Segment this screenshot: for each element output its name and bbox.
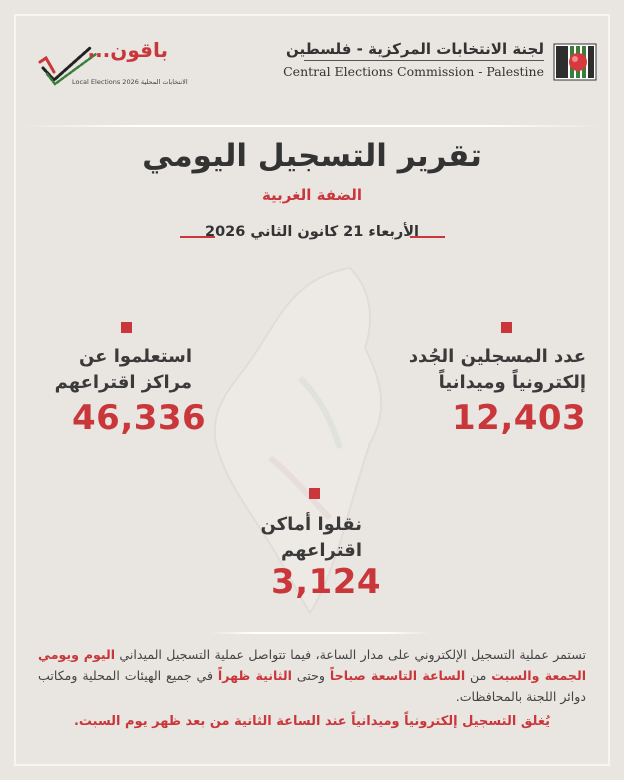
cec-emblem-icon: [552, 42, 598, 82]
cec-logo-block: [283, 40, 598, 90]
campaign-word: باقون...: [87, 38, 168, 62]
transferred-label-line2: اقتراعهم: [281, 540, 362, 561]
campaign-subtitle: Local Elections 2026 الانتخابات المحلية: [72, 78, 188, 86]
para-highlight-end: الثانية ظهراً: [217, 668, 292, 683]
campaign-logo: [38, 36, 188, 96]
para-text-2: من: [465, 668, 492, 683]
registered-value: 12,403: [452, 398, 587, 438]
registered-marker: [501, 322, 512, 333]
org-name-arabic: لجنة الانتخابات المركزية - فلسطين: [285, 40, 544, 58]
para-text-1: تستمر عملية التسجيل الإلكتروني على مدار الساعة، فيما تتواصل عملية التسجيل الميداني: [115, 647, 586, 662]
report-region: الضفة الغربية: [261, 186, 363, 204]
org-name-english: Central Elections Commission - Palestine: [283, 64, 544, 79]
para-highlight-start: الساعة التاسعة صباحاً: [329, 668, 466, 683]
transferred-label-line1: نقلوا أماكن: [260, 514, 362, 535]
inquired-label-line1: استعلموا عن: [78, 346, 192, 367]
org-divider: [304, 60, 544, 61]
registration-info-paragraph: [38, 644, 586, 707]
report-title: تقرير التسجيل اليومي: [142, 138, 482, 174]
inquired-value: 46,336: [72, 398, 207, 438]
report-date: الأربعاء 21 كانون الثاني 2026: [204, 224, 420, 240]
inquired-marker: [121, 322, 132, 333]
transferred-value: 3,124: [271, 562, 382, 602]
transferred-marker: [309, 488, 320, 499]
top-divider: [20, 125, 604, 127]
inquired-label-line2: مراكز اقتراعهم: [54, 372, 192, 393]
closing-note: يُغلق التسجيل إلكترونياً وميدانياً عند الساعة الثانية من بعد ظهر يوم السبت.: [73, 714, 551, 729]
para-text-4: في جميع الهيئات المحلية ومكاتب دوائر اللجنة بالمحافظات.: [38, 668, 586, 704]
para-highlight-days: اليوم ويومي الجمعة والسبت: [38, 647, 587, 683]
registered-label-line2: إلكترونياً وميدانياً: [438, 372, 586, 393]
bottom-divider: [210, 632, 430, 634]
para-text-3: وحتى: [291, 668, 330, 683]
registered-label-line1: عدد المسجلين الجُدد: [408, 346, 586, 367]
